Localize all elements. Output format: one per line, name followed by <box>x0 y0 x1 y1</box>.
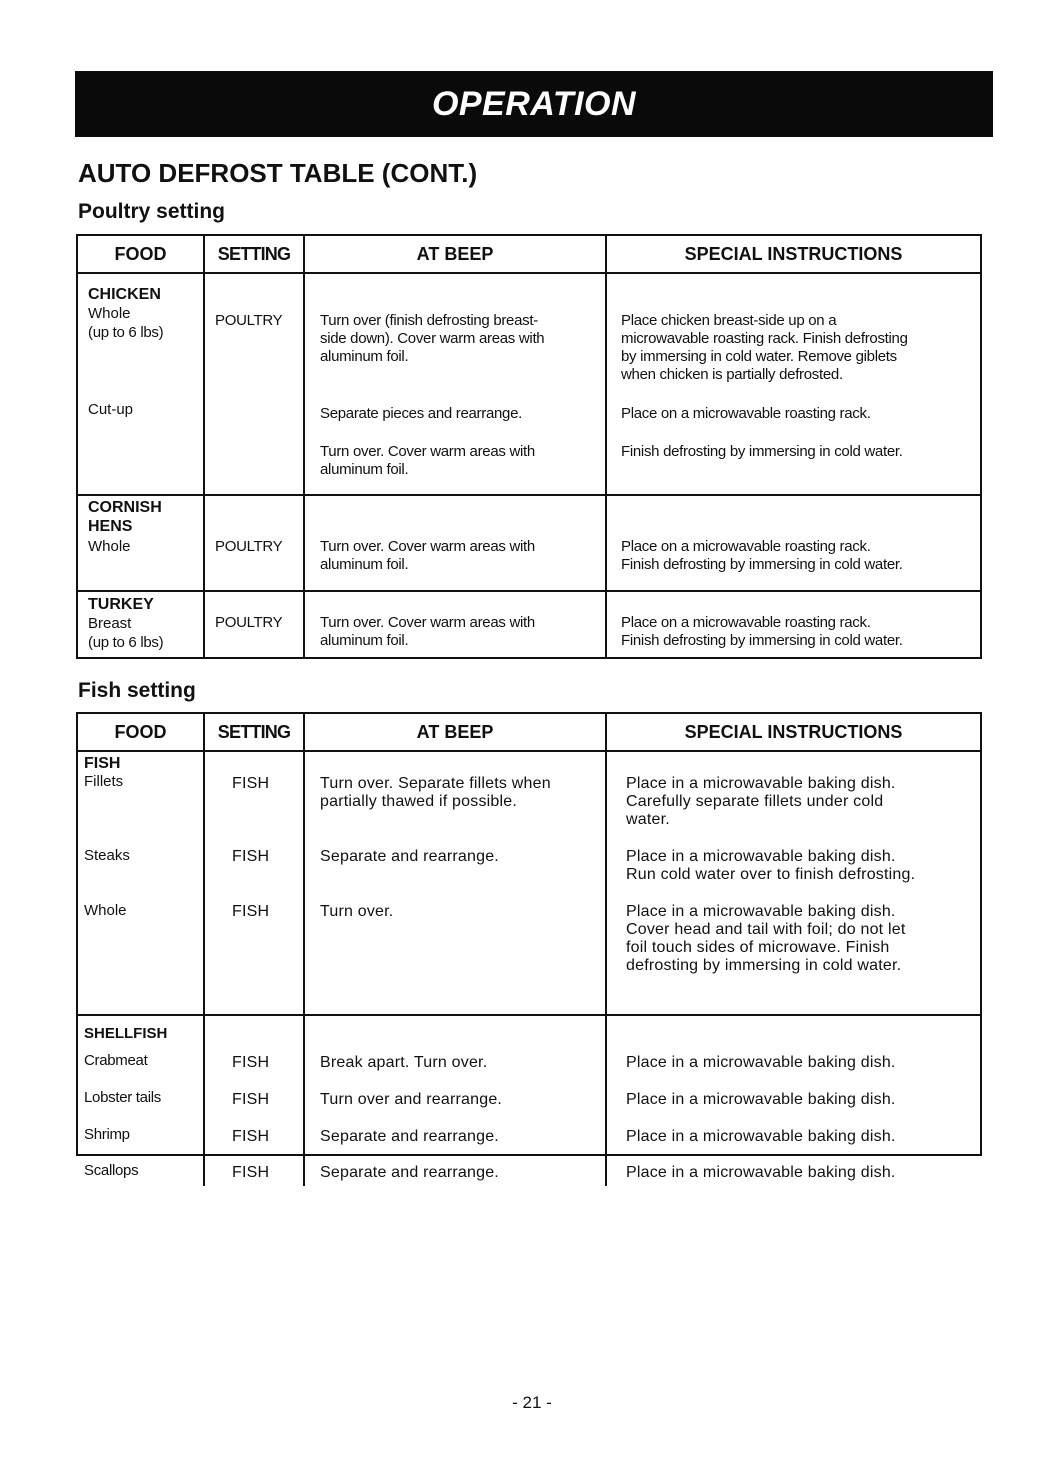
food-cell <box>78 274 205 494</box>
header-food: FOOD <box>78 714 205 750</box>
at-beep-line: Turn over. Separate fillets when <box>320 775 551 792</box>
at-beep-line: partially thawed if possible. <box>320 793 518 810</box>
setting-cell <box>205 274 305 494</box>
page-number: - 21 - <box>512 1393 552 1412</box>
food-variant: Breast <box>88 615 132 632</box>
setting-cell <box>205 496 305 590</box>
fish-heading: Fish setting <box>78 679 196 702</box>
setting-cell <box>205 752 305 1014</box>
food-name: CORNISH <box>88 499 162 516</box>
food-variant: Whole <box>88 538 131 555</box>
at-beep-line: Separate and rearrange. <box>320 1164 499 1181</box>
special-line: Place in a microwavable baking dish. <box>626 775 896 792</box>
at-beep-line: Break apart. Turn over. <box>320 1054 488 1071</box>
special-line: water. <box>626 811 670 828</box>
special-line: Place in a microwavable baking dish. <box>626 1054 896 1071</box>
food-variant: Fillets <box>84 773 124 790</box>
special-line: Place on a microwavable roasting rack. <box>621 538 871 555</box>
section-banner <box>75 71 993 137</box>
food-name: FISH <box>84 755 121 772</box>
food-variant: Scallops <box>84 1162 139 1179</box>
setting-value: POULTRY <box>215 614 283 631</box>
at-beep-cell <box>305 752 607 1014</box>
setting-cell <box>205 1016 305 1186</box>
setting-value: FISH <box>232 1164 270 1181</box>
special-line: Place in a microwavable baking dish. <box>626 903 896 920</box>
special-line: foil touch sides of microwave. Finish <box>626 939 890 956</box>
special-line: Place chicken breast-side up on a <box>621 312 837 329</box>
cornish-hens-group <box>78 496 980 592</box>
at-beep-line: Turn over. Cover warm areas with <box>320 614 535 631</box>
special-line: Run cold water over to finish defrosting. <box>626 866 916 883</box>
at-beep-line: Turn over. <box>320 903 394 920</box>
special-line: defrosting by immersing in cold water. <box>626 957 902 974</box>
setting-value: POULTRY <box>215 312 283 329</box>
setting-value: FISH <box>232 903 270 920</box>
special-line: Finish defrosting by immersing in cold water. <box>621 556 903 573</box>
special-line: when chicken is partially defrosted. <box>621 366 843 383</box>
at-beep-line: Turn over. Cover warm areas with <box>320 538 535 555</box>
food-name: HENS <box>88 518 133 535</box>
food-cell <box>78 1016 205 1186</box>
special-cell <box>607 496 980 590</box>
page-title: AUTO DEFROST TABLE (CONT.) <box>78 158 478 188</box>
at-beep-line: Turn over (finish defrosting breast- <box>320 312 538 329</box>
food-variant: Cut-up <box>88 401 134 418</box>
at-beep-line: Turn over. Cover warm areas with <box>320 443 535 460</box>
at-beep-line: aluminum foil. <box>320 632 409 649</box>
food-limit: (up to 6 lbs) <box>88 634 164 651</box>
special-line: Place in a microwavable baking dish. <box>626 1164 896 1181</box>
at-beep-line: aluminum foil. <box>320 348 409 365</box>
setting-value: FISH <box>232 848 270 865</box>
setting-value: FISH <box>232 1128 270 1145</box>
at-beep-line: Separate and rearrange. <box>320 1128 499 1145</box>
special-cell <box>607 274 980 494</box>
header-at-beep: AT BEEP <box>305 714 607 750</box>
at-beep-cell <box>305 1016 607 1186</box>
at-beep-cell <box>305 592 607 659</box>
table-header <box>78 236 980 274</box>
special-line: Finish defrosting by immersing in cold water. <box>621 443 903 460</box>
food-cell <box>78 752 205 1014</box>
food-name: TURKEY <box>88 596 154 613</box>
food-variant: Crabmeat <box>84 1052 148 1069</box>
header-special: SPECIAL INSTRUCTIONS <box>684 721 903 742</box>
special-line: Place in a microwavable baking dish. <box>626 1091 896 1108</box>
setting-value: FISH <box>232 775 270 792</box>
at-beep-cell <box>305 496 607 590</box>
food-variant: Whole <box>88 305 131 322</box>
food-cell <box>78 496 205 590</box>
special-line: Place on a microwavable roasting rack. <box>621 614 871 631</box>
food-variant: Steaks <box>84 847 130 864</box>
at-beep-cell <box>305 274 607 494</box>
food-name: CHICKEN <box>88 286 161 303</box>
special-line: Place in a microwavable baking dish. <box>626 848 896 865</box>
chicken-group <box>78 274 980 496</box>
special-line: by immersing in cold water. Remove giblets <box>621 348 897 365</box>
at-beep-line: aluminum foil. <box>320 461 409 478</box>
header-setting: SETTING <box>205 714 305 750</box>
setting-cell <box>205 592 305 659</box>
table-header <box>78 714 980 752</box>
header-at-beep: AT BEEP <box>305 236 607 272</box>
at-beep-line: Separate and rearrange. <box>320 848 499 865</box>
setting-value: FISH <box>232 1054 270 1071</box>
food-cell <box>78 592 205 659</box>
header-setting: SETTING <box>205 236 305 272</box>
food-limit: (up to 6 lbs) <box>88 324 164 341</box>
special-line: Cover head and tail with foil; do not let <box>626 921 906 938</box>
food-variant: Whole <box>84 902 127 919</box>
special-line: Place in a microwavable baking dish. <box>626 1128 896 1145</box>
at-beep-line: Separate pieces and rearrange. <box>320 405 522 422</box>
fish-group <box>78 752 980 1016</box>
at-beep-line: side down). Cover warm areas with <box>320 330 545 347</box>
food-variant: Lobster tails <box>84 1089 161 1106</box>
special-line: Carefully separate fillets under cold <box>626 793 884 810</box>
banner-title: OPERATION <box>431 84 637 123</box>
setting-value: POULTRY <box>215 538 283 555</box>
special-line: Place on a microwavable roasting rack. <box>621 405 871 422</box>
at-beep-line: aluminum foil. <box>320 556 409 573</box>
food-name: SHELLFISH <box>84 1025 168 1042</box>
special-line: Finish defrosting by immersing in cold water. <box>621 632 903 649</box>
turkey-group <box>78 592 980 659</box>
header-food: FOOD <box>78 236 205 272</box>
special-cell <box>607 592 980 659</box>
shellfish-group <box>78 1016 980 1186</box>
special-line: microwavable roasting rack. Finish defrosting <box>621 330 908 347</box>
setting-value: FISH <box>232 1091 270 1108</box>
special-cell <box>607 752 980 1014</box>
header-special: SPECIAL INSTRUCTIONS <box>684 243 903 264</box>
special-cell <box>607 1016 980 1186</box>
poultry-heading: Poultry setting <box>78 200 226 223</box>
fish-table <box>76 712 982 1181</box>
food-variant: Shrimp <box>84 1126 130 1143</box>
poultry-table <box>76 234 982 659</box>
at-beep-line: Turn over and rearrange. <box>320 1091 503 1108</box>
